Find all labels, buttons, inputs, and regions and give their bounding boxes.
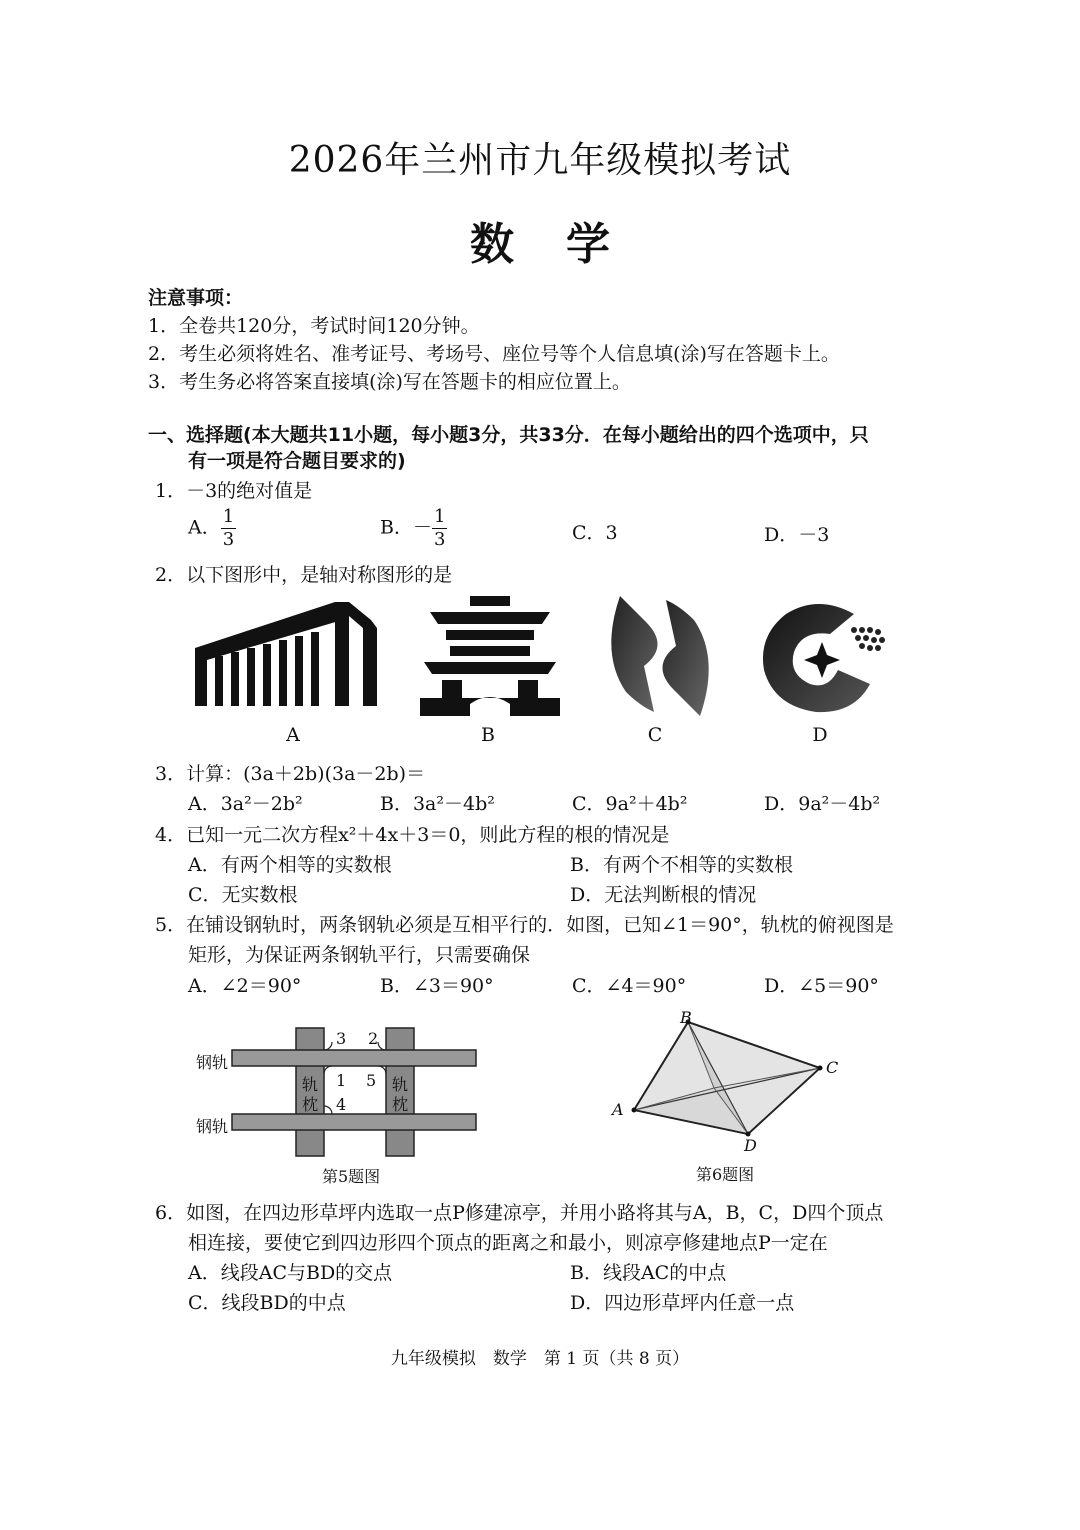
fig6-point-a: A (612, 1100, 624, 1119)
fig5-sleeper-left-bottom: 枕 (302, 1095, 319, 1114)
q1-option-c: C．3 (572, 522, 618, 544)
q1-option-d: D．－3 (764, 524, 830, 546)
q2-figure-d (758, 600, 892, 716)
fig5-angle-5: 5 (366, 1071, 377, 1090)
fig5-angle-4: 4 (336, 1095, 347, 1114)
q2-figure-b (420, 594, 560, 718)
q6-option-c: C．线段BD的中点 (188, 1292, 346, 1314)
page-footer: 九年级模拟 数学 第 1 页（共 8 页） (390, 1349, 690, 1369)
fig6-point-c: C (826, 1058, 839, 1077)
q1-a-prefix: A． (188, 516, 221, 539)
q6-option-d: D．四边形草坪内任意一点 (570, 1292, 795, 1314)
q3-option-c: C．9a²＋4b² (572, 793, 688, 815)
q1-b-denominator: 3 (433, 529, 446, 550)
notice-item-1: 1．全卷共120分，考试时间120分钟。 (148, 315, 480, 337)
section1-heading-line2: 有一项是符合题目要求的) (188, 450, 406, 472)
fig5-angle-3: 3 (336, 1029, 347, 1048)
q5-stem-line1: 5．在铺设钢轨时，两条钢轨必须是互相平行的．如图，已知∠1＝90°，轨枕的俯视图是 (155, 914, 894, 936)
fig6-quadrilateral (610, 1010, 850, 1160)
fig5-angle-1: 1 (336, 1071, 347, 1090)
q1-b-prefix: B．－ (380, 516, 432, 539)
fig6-caption: 第6题图 (696, 1165, 755, 1184)
fig5-caption: 第5题图 (322, 1167, 381, 1186)
q2-figure-a (195, 598, 383, 710)
q5-stem-line2: 矩形，为保证两条钢轨平行，只需要确保 (188, 944, 531, 966)
q2-label-d: D (812, 724, 828, 746)
q2-stem: 2．以下图形中，是轴对称图形的是 (155, 564, 453, 586)
notice-item-2: 2．考生必须将姓名、准考证号、考场号、座位号等个人信息填(涂)写在答题卡上。 (148, 343, 840, 365)
q1-a-fraction (221, 506, 236, 551)
q2-label-a: A (286, 724, 300, 746)
q3-option-b: B．3a²－4b² (380, 793, 495, 815)
q5-option-a: A．∠2＝90° (188, 975, 302, 997)
q2-figure-c (600, 594, 720, 718)
q6-option-b: B．线段AC的中点 (570, 1262, 727, 1284)
q5-option-d: D．∠5＝90° (764, 975, 879, 997)
fig5-rail-top (232, 1050, 476, 1066)
q5-option-b: B．∠3＝90° (380, 975, 494, 997)
section1-heading-line1: 一、选择题(本大题共11小题，每小题3分，共33分．在每小题给出的四个选项中，只 (148, 424, 869, 446)
q3-stem: 3．计算：(3a＋2b)(3a－2b)＝ (155, 763, 426, 785)
q4-option-a: A．有两个相等的实数根 (188, 854, 392, 876)
exam-title: 2026年兰州市九年级模拟考试 (288, 140, 792, 181)
q1-option-b (380, 506, 447, 551)
q1-option-a (188, 506, 236, 551)
fig5-sleeper-left-top: 轨 (302, 1075, 319, 1094)
q1-b-fraction (432, 506, 447, 551)
subject-title: 数学 (470, 219, 662, 270)
fig6-point-d: D (744, 1136, 757, 1155)
fig5-rail-label-top: 钢轨 (196, 1053, 229, 1072)
fig6-point-b: B (680, 1008, 692, 1027)
fig5-sleeper-right-bottom: 枕 (392, 1095, 409, 1114)
notice-heading: 注意事项： (148, 287, 244, 309)
fig5-angle-2: 2 (368, 1029, 379, 1048)
q6-option-a: A．线段AC与BD的交点 (188, 1262, 393, 1284)
q3-option-a: A．3a²－2b² (188, 793, 303, 815)
fig5-rail-bottom (232, 1114, 476, 1130)
fig5-rail-label-bottom: 钢轨 (196, 1117, 229, 1136)
q6-stem-line2: 相连接，要使它到四边形四个顶点的距离之和最小，则凉亭修建地点P一定在 (188, 1232, 828, 1254)
q6-stem-line1: 6．如图，在四边形草坪内选取一点P修建凉亭，并用小路将其与A，B，C，D四个顶点 (155, 1202, 884, 1224)
q4-option-c: C．无实数根 (188, 884, 298, 906)
q4-stem: 4．已知一元二次方程x²＋4x＋3＝0，则此方程的根的情况是 (155, 824, 670, 846)
q2-label-c: C (647, 724, 663, 746)
q4-option-d: D．无法判断根的情况 (570, 884, 757, 906)
notice-item-3: 3．考生务必将答案直接填(涂)写在答题卡的相应位置上。 (148, 371, 631, 393)
q4-option-b: B．有两个不相等的实数根 (570, 854, 793, 876)
q3-option-d: D．9a²－4b² (764, 793, 881, 815)
fig5-sleeper-right-top: 轨 (392, 1075, 409, 1094)
q1-stem: 1．－3的绝对值是 (155, 480, 313, 502)
q1-a-numerator: 1 (222, 506, 235, 527)
q2-label-b: B (481, 724, 495, 746)
q1-b-numerator: 1 (433, 506, 446, 527)
q1-a-denominator: 3 (222, 529, 235, 550)
q5-option-c: C．∠4＝90° (572, 975, 687, 997)
